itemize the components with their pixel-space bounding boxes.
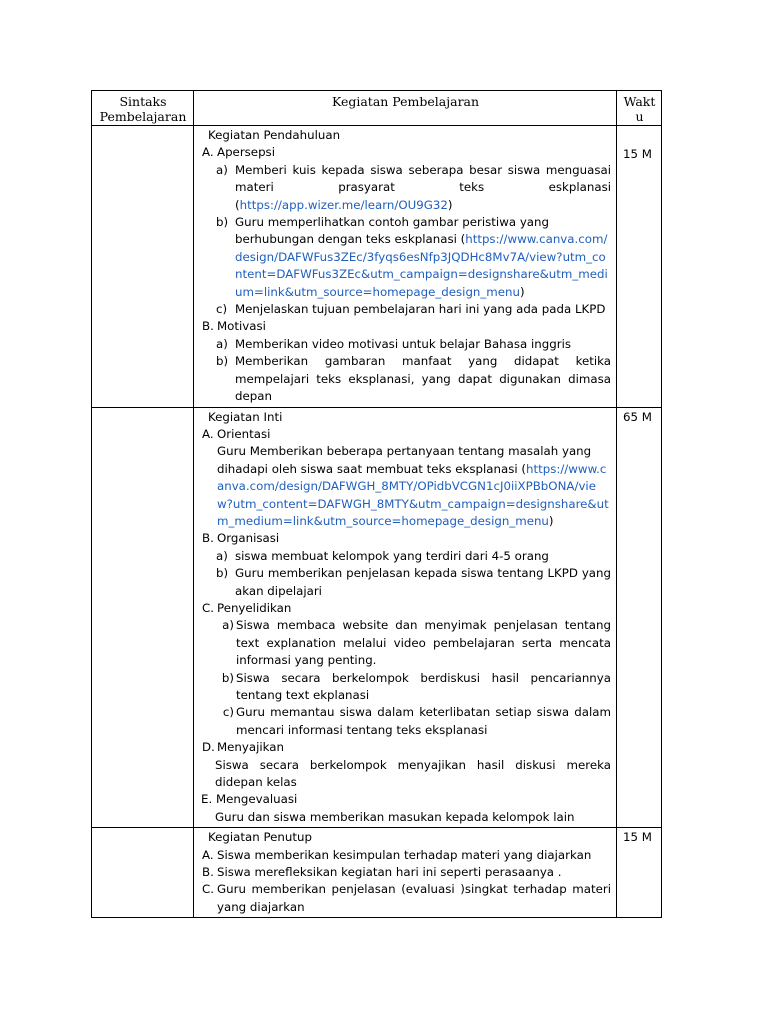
item-marker: E. [201,792,213,807]
row-inti [92,407,662,828]
item-label: Menyajikan [217,740,285,755]
header-sintaks [92,91,194,126]
sintaks-cell-inti [92,407,194,828]
subitem-text-post: ) [447,197,453,212]
header-sintaks-line2: Pembelajaran [99,109,187,124]
item-text: Siswa merefleksikan kegiatan hari ini seperti perasaanya . [217,865,562,880]
item-motivasi [202,318,611,335]
waktu-pendahuluan: 15 M [617,126,662,408]
item-label: Apersepsi [217,145,275,160]
kegiatan-cell-penutup [194,828,617,918]
subitem-text-post: ) [520,284,525,299]
subitem-marker: a) [216,162,228,177]
subitem-marker: a) [222,618,234,633]
row-penutup [92,828,662,918]
subitem [220,704,611,739]
subitem-marker: c) [222,705,234,720]
item-text: Siswa memberikan kesimpulan terhadap materi yang diajarkan [217,847,592,862]
item-mengevaluasi [201,791,611,808]
subitem [216,565,611,600]
header-waktu-line1: Wakt [623,94,656,109]
orientasi-text [217,443,611,530]
item-marker: A. [202,145,214,160]
subitem-text: Guru memantau siswa dalam keterlibatan setiap siswa dalam mencari informasi tentang teks eksplanasi [236,705,611,737]
item-label: Motivasi [217,319,266,334]
item-marker: B. [202,319,214,334]
item-marker: A. [202,426,214,441]
subitem-text [235,214,611,301]
subitem-marker: b) [216,354,229,369]
subitem-text: siswa membuat kelompok yang terdiri dari 4-5 orang [235,548,549,563]
wizer-link[interactable]: https://app.wizer.me/learn/OU9G32 [239,197,448,212]
menyajikan-text: Siswa secara berkelompok menyajikan hasil diskusi mereka didepan kelas [215,757,611,790]
canva-link-2[interactable]: https://www.canva.com/design/DAFWGH_8MTY/OPidbVCGN1cJ0iiXPBbONA/view?utm_content=DAFWGH_8MTY&utm_campaign=designshare&utm_medium=link&utm_source=homepage_design_menu [217,461,609,528]
section-title-inti: Kegiatan Inti [208,409,283,424]
item-marker: B. [202,531,214,546]
subitem-marker: b) [221,670,234,685]
subitem-marker: a) [216,336,228,351]
header-sintaks-line1: Sintaks [119,94,167,109]
item-label: Penyelidikan [217,600,292,615]
item-organisasi [202,530,611,547]
subitem [216,336,611,353]
subitem [216,301,611,318]
header-row [92,91,662,126]
item-orientasi [202,426,611,443]
subitem [216,162,611,214]
subitem-text-pre: Guru memperlihatkan contoh gambar peristiwa yang berhubungan dengan teks eskplanasi ( [235,215,549,247]
subitem-marker: b) [216,566,229,581]
kegiatan-cell-pendahuluan [194,126,617,408]
item-marker: D. [202,740,215,755]
item-menyajikan [202,739,611,756]
header-kegiatan: Kegiatan Pembelajaran [194,91,617,126]
header-waktu-line2: u [635,109,644,124]
orientasi-text-post: ) [548,513,554,528]
kegiatan-cell-inti [194,407,617,828]
item-apersepsi [202,144,611,161]
item-marker: C. [202,882,214,897]
item-label: Mengevaluasi [216,792,298,807]
item-label: Organisasi [217,531,280,546]
subitem-marker: c) [216,302,228,317]
lesson-plan-table [91,90,662,918]
subitem-text: Memberikan gambaran manfaat yang didapat ketika mempelajari teks eksplanasi, yang dapat digunakan dimasa depan [235,354,611,404]
penutup-item [202,864,611,881]
item-penyelidikan [202,600,611,617]
penutup-item [202,881,611,916]
item-text: Guru memberikan penjelasan (evaluasi )singkat terhadap materi yang diajarkan [217,882,611,914]
subitem-text: Guru memberikan penjelasan kepada siswa tentang LKPD yang akan dipelajari [235,566,611,598]
waktu-penutup: 15 M [617,828,662,918]
orientasi-text-pre: Guru Memberikan beberapa pertanyaan tentang masalah yang dihadapi oleh siswa saat membuat teks eksplanasi ( [217,444,592,476]
subitem [216,353,611,405]
sintaks-cell-penutup [92,828,194,918]
section-title-penutup: Kegiatan Penutup [208,830,312,845]
subitem [216,548,611,565]
mengevaluasi-text: Guru dan siswa memberikan masukan kepada kelompok lain [215,809,575,824]
header-waktu [617,91,662,126]
canva-link-1[interactable]: https://www.canva.com/design/DAFWFus3ZEc/3fyqs6esNfp3JQDHc8Mv7A/view?utm_content=DAFWFus3ZEc&utm_campaign=designshare&utm_medium=link&utm_source=homepage_design_menu [235,232,608,299]
subitem [220,670,611,705]
subitem [220,617,611,669]
item-marker: B. [202,865,214,880]
subitem-marker: b) [216,215,229,230]
subitem-text: Menjelaskan tujuan pembelajaran hari ini yang ada pada LKPD [235,302,606,317]
subitem-text [235,162,611,214]
item-marker: A. [202,847,214,862]
subitem-text: Siswa membaca website dan menyimak penjelasan tentang text explanation melalui video pembelajaran serta mencata informasi yang penting. [236,618,611,668]
subitem-text: Memberikan video motivasi untuk belajar Bahasa inggris [235,336,572,351]
sintaks-cell-pendahuluan [92,126,194,408]
item-label: Orientasi [217,426,271,441]
subitem [216,214,611,301]
row-pendahuluan [92,126,662,408]
waktu-inti: 65 M [617,407,662,828]
penutup-item [202,847,611,864]
section-title-pendahuluan: Kegiatan Pendahuluan [208,128,341,142]
subitem-marker: a) [216,548,228,563]
subitem-text-pre: Memberi kuis kepada siswa seberapa besar siswa menguasai materi prasyarat teks eskplanasi ( [235,162,611,212]
item-marker: C. [202,600,214,615]
subitem-text: Siswa secara berkelompok berdiskusi hasil pencariannya tentang text ekplanasi [236,670,611,702]
